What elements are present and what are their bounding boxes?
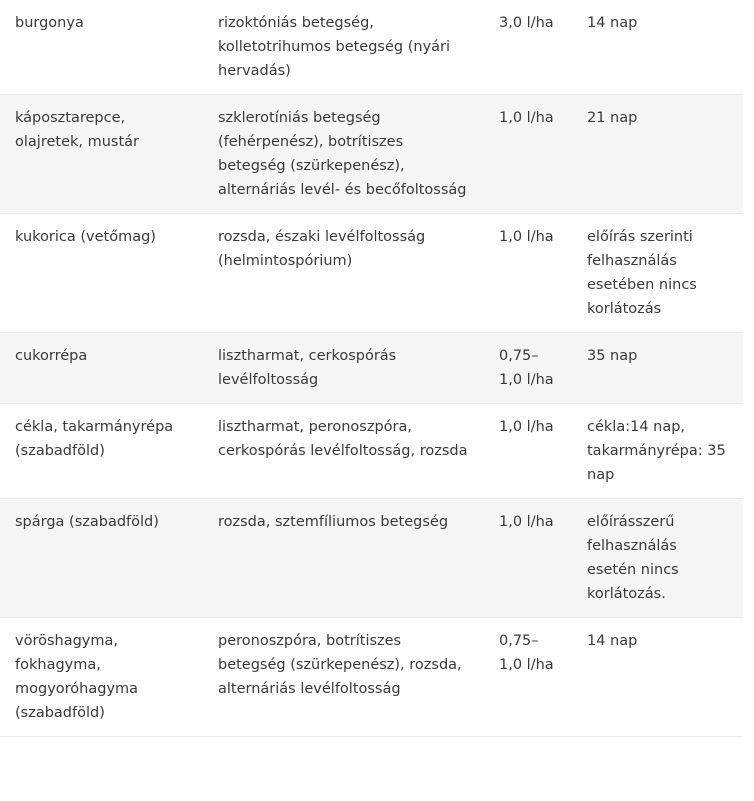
cell-text-line: korlátozás. — [587, 586, 666, 602]
dose-cell — [485, 618, 574, 737]
cell-text-line: korlátozás — [587, 301, 662, 317]
dose-cell — [485, 333, 574, 404]
cell-text-line: 0,75– — [499, 633, 539, 649]
cell-text-line: mogyoróhagyma — [15, 681, 139, 697]
cell-text-line: 1,0 l/ha — [499, 419, 554, 435]
waiting-period-cell — [574, 95, 743, 214]
cell-text-line: peronoszpóra, botrítiszes — [218, 633, 402, 649]
cell-text-line: vöröshagyma, — [15, 633, 119, 649]
cell-text-line: takarmányrépa: 35 — [587, 443, 726, 459]
cell-text-line: olajretek, mustár — [15, 134, 140, 150]
cell-text-line: kukorica (vetőmag) — [15, 229, 156, 245]
cell-text-line: kolletotrihumos betegség (nyári — [218, 39, 451, 55]
cell-text-line: felhasználás — [587, 538, 677, 554]
waiting-period-cell — [574, 618, 743, 737]
cell-text-line: előírásszerű — [587, 514, 675, 530]
cell-text-line: alternáriás levél- és becőfoltosság — [218, 182, 467, 198]
disease-cell — [203, 404, 485, 499]
cell-text-line: 1,0 l/ha — [499, 229, 554, 245]
cell-text-line: (szabadföld) — [15, 705, 105, 721]
table-row — [0, 95, 743, 214]
cell-text-line: 14 nap — [587, 633, 638, 649]
cell-text-line: 3,0 l/ha — [499, 15, 554, 31]
cell-text-line: cékla, takarmányrépa — [15, 419, 174, 435]
table-row — [0, 404, 743, 499]
table-row — [0, 0, 743, 95]
cell-text-line: felhasználás — [587, 253, 677, 269]
waiting-period-cell — [574, 214, 743, 333]
cell-text-line: 1,0 l/ha — [499, 110, 554, 126]
cell-text-line: alternáriás levélfoltosság — [218, 681, 401, 697]
dose-cell — [485, 214, 574, 333]
disease-cell — [203, 333, 485, 404]
cell-text-line: (szabadföld) — [15, 443, 105, 459]
crop-cell — [0, 214, 203, 333]
cell-text-line: betegség (szürkepenész), rozsda, — [218, 657, 462, 673]
cell-text-line: esetében nincs — [587, 277, 697, 293]
waiting-period-cell — [574, 404, 743, 499]
cell-text-line: 21 nap — [587, 110, 638, 126]
cell-text-line: cukorrépa — [15, 348, 88, 364]
disease-cell — [203, 95, 485, 214]
cell-text-line: lisztharmat, cerkospórás — [218, 348, 397, 364]
cell-text-line: cékla:14 nap, — [587, 419, 686, 435]
cell-text-line: levélfoltosság — [218, 372, 319, 388]
dose-cell — [485, 95, 574, 214]
cell-text-line: 1,0 l/ha — [499, 372, 554, 388]
cell-text-line: rizoktóniás betegség, — [218, 15, 374, 31]
dose-cell — [485, 404, 574, 499]
waiting-period-cell — [574, 333, 743, 404]
cell-text-line: rozsda, északi levélfoltosság — [218, 229, 426, 245]
cell-text-line: káposztarepce, — [15, 110, 126, 126]
cell-text-line: 0,75– — [499, 348, 539, 364]
cell-text-line: 1,0 l/ha — [499, 514, 554, 530]
crop-cell — [0, 95, 203, 214]
table-row — [0, 214, 743, 333]
crop-cell — [0, 404, 203, 499]
cell-text-line: 35 nap — [587, 348, 638, 364]
crop-cell — [0, 0, 203, 95]
disease-cell — [203, 214, 485, 333]
disease-cell — [203, 499, 485, 618]
cell-text-line: 14 nap — [587, 15, 638, 31]
cell-text-line: 1,0 l/ha — [499, 657, 554, 673]
cell-text-line: esetén nincs — [587, 562, 679, 578]
cell-text-line: szklerotíniás betegség — [218, 110, 381, 126]
cell-text-line: betegség (szürkepenész), — [218, 158, 405, 174]
cell-text-line: fokhagyma, — [15, 657, 101, 673]
crop-cell — [0, 618, 203, 737]
waiting-period-cell — [574, 0, 743, 95]
cell-text-line: rozsda, sztemfíliumos betegség — [218, 514, 449, 530]
cell-text-line: spárga (szabadföld) — [15, 514, 159, 530]
table-row — [0, 333, 743, 404]
disease-cell — [203, 618, 485, 737]
cell-text-line: burgonya — [15, 15, 84, 31]
crop-cell — [0, 333, 203, 404]
waiting-period-cell — [574, 499, 743, 618]
cell-text-line: (helmintospórium) — [218, 253, 353, 269]
cell-text-line: (fehérpenész), botrítiszes — [218, 134, 404, 150]
dose-cell — [485, 0, 574, 95]
cell-text-line: cerkospórás levélfoltosság, rozsda — [218, 443, 468, 459]
table-row — [0, 499, 743, 618]
cell-text-line: előírás szerinti — [587, 229, 693, 245]
cell-text-line: hervadás) — [218, 63, 291, 79]
dose-cell — [485, 499, 574, 618]
cell-text-line: lisztharmat, peronoszpóra, — [218, 419, 413, 435]
crop-cell — [0, 499, 203, 618]
cell-text-line: nap — [587, 467, 615, 483]
disease-cell — [203, 0, 485, 95]
table-row — [0, 618, 743, 737]
